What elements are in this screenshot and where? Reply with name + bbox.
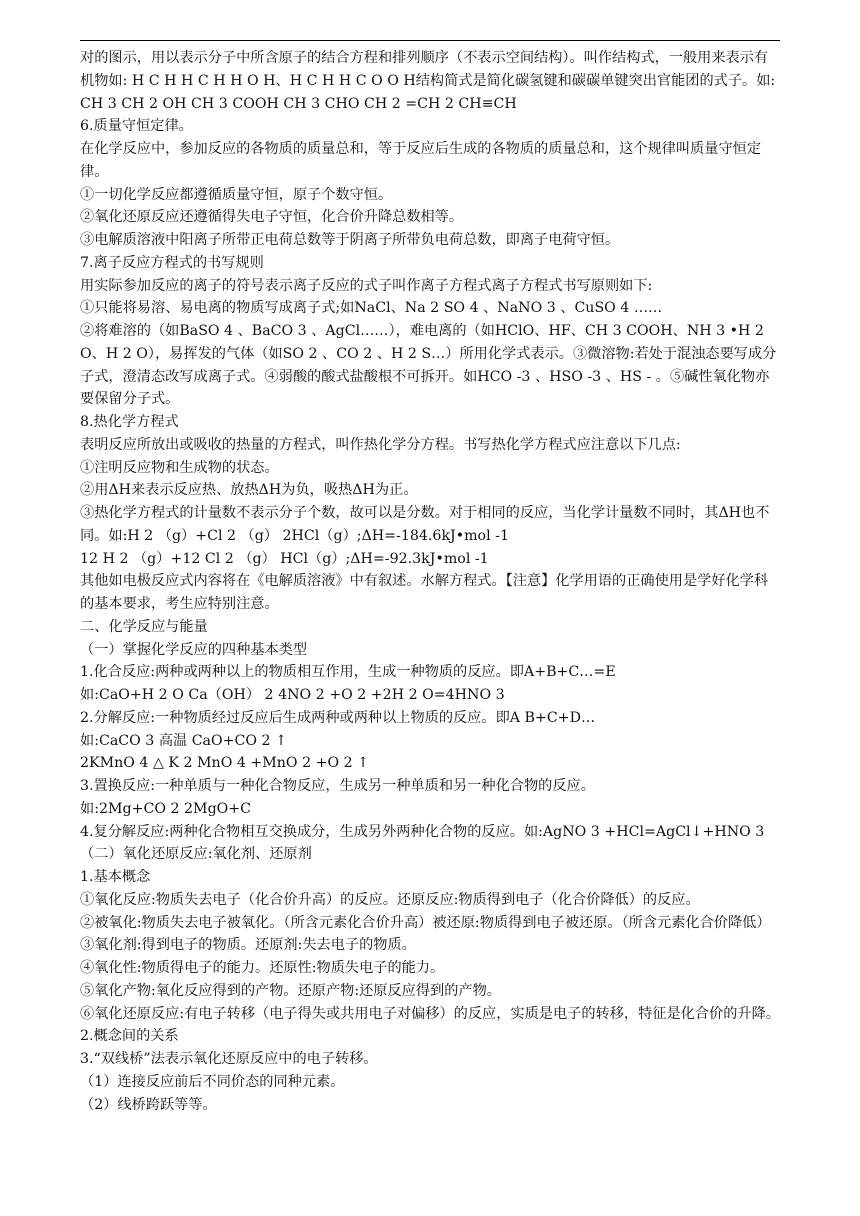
list-item-coefficient-fraction: ③热化学方程式的计量数不表示分子个数，故可以是分数。对于相同的反应，当化学计量数不同时，其ΔH也不同。如:H 2 （g）+Cl 2 （g） 2HCl（g）;ΔH=-184.6kJ•mol -1 (80, 505, 770, 544)
list-item-bridge-span: （2）线桥跨跃等等。 (80, 1096, 217, 1113)
header-rule (80, 40, 780, 41)
list-item-connect-elements: （1）连接反应前后不同价态的同种元素。 (80, 1073, 345, 1090)
subheading-basic-concepts: 1.基本概念 (80, 869, 151, 885)
list-item-redox-essence: ⑥氧化还原反应:有电子转移（电子得失或共用电子对偏移）的反应，实质是电子的转移，特征是化合价的升降。 (80, 1005, 780, 1022)
list-item-double-displacement: 4.复分解反应:两种化合物相互交换成分，生成另外两种化合物的反应。如:AgNO 3 +HCl=AgCl↓+HNO 3 (80, 823, 765, 840)
list-item-combination-reaction: 1.化合反应:两种或两种以上的物质相互作用，生成一种物质的反应。即A+B+C…=E (80, 664, 616, 681)
list-item-electron-conservation: ②氧化还原反应还遵循得失电子守恒，化合价升降总数相等。 (80, 209, 464, 226)
list-item-products: ⑤氧化产物:氧化反应得到的产物。还原产物:还原反应得到的产物。 (80, 982, 501, 999)
structural-formula-paragraph: 对的图示，用以表示分子中所含原子的结合方程和排列顺序（不表示空间结构）。叫作结构式，一般用来表示有机物如: H C H H C H H O H、H C H H C O O H结构简式是简化碳氢键和碳碳单键突出官能团的式子。如:CH 3 CH 2 OH CH 3 COOH CH 3 CHO CH 2 =CH 2 CH≡CH (80, 50, 776, 112)
list-item-delta-h-sign: ②用ΔH来表示反应热、放热ΔH为负，吸热ΔH为正。 (80, 482, 418, 499)
example-decomposition-caco3: 如:CaCO 3 高温 CaO+CO 2 ↑ (80, 732, 287, 749)
subsection-heading-four-types: （一）掌握化学反应的四种基本类型 (80, 641, 308, 658)
list-item-charge-conservation: ③电解质溶液中阳离子所带正电荷总数等于阴离子所带负电荷总数，即离子电荷守恒。 (80, 232, 620, 248)
section-heading-reaction-energy: 二、化学反应与能量 (80, 618, 208, 635)
subheading-concept-relations: 2.概念间的关系 (80, 1028, 179, 1045)
section-heading-ionic-equation-rules: 7.离子反应方程式的书写规则 (80, 254, 264, 271)
paragraph-thermochemical-definition: 表明反应所放出或吸收的热量的方程式，叫作热化学分方程。书写热化学方程式应注意以下几点: (80, 436, 681, 453)
subheading-double-bridge: 3.“双线桥”法表示氧化还原反应中的电子转移。 (80, 1051, 378, 1067)
document-body (80, 47, 780, 1116)
list-item-atom-conservation: ①一切化学反应都遵循质量守恒，原子个数守恒。 (80, 186, 393, 203)
section-heading-thermochemical-equation: 8.热化学方程式 (80, 414, 179, 430)
list-item-oxidant-reductant: ③氧化剂:得到电子的物质。还原剂:失去电子的物质。 (80, 937, 416, 954)
paragraph-mass-conservation-definition: 在化学反应中，参加反应的各物质的质量总和，等于反应后生成的各物质的质量总和，这个规律叫质量守恒定律。 (80, 141, 762, 180)
list-item-state-notation: ①注明反应物和生成物的状态。 (80, 459, 279, 476)
list-item-insoluble-formulas: ②将难溶的（如BaSO 4 、BaCO 3 、AgCl……），难电离的（如HClO、HF、CH 3 COOH、NH 3 •H 2 O、H 2 O），易挥发的气体（如SO 2 、CO 2 、H 2 S…）所用化学式表示。③微溶物:若处于混浊态要写成分子式，澄清态改写成离子式。④弱酸的酸式盐酸根不可拆开。如HCO -3 、HSO -3 、HS - 。⑤碱性氧化物亦要保留分子式。 (80, 323, 777, 408)
example-decomposition-kmno4: 2KMnO 4 △ K 2 MnO 4 +MnO 2 +O 2 ↑ (80, 755, 370, 772)
paragraph-electrode-note: 其他如电极反应式内容将在《电解质溶液》中有叙述。水解方程式。【注意】化学用语的正确使用是学好化学科的基本要求，考生应特别注意。 (80, 573, 769, 612)
equation-line-hcl-half: 12 H 2 （g）+12 Cl 2 （g） HCl（g）;ΔH=-92.3kJ•mol -1 (80, 550, 489, 567)
list-item-oxidizing-ability: ④氧化性:物质得电子的能力。还原性:物质失电子的能力。 (80, 960, 445, 976)
list-item-displacement-reaction: 3.置换反应:一种单质与一种化合物反应，生成另一种单质和另一种化合物的反应。 (80, 778, 595, 794)
paragraph-ionic-equation-definition: 用实际参加反应的离子的符号表示离子反应的式子叫作离子方程式离子方程式书写原则如下: (80, 277, 653, 294)
example-displacement-reaction: 如:2Mg+CO 2 2MgO+C (80, 800, 252, 817)
subsection-heading-redox: （二）氧化还原反应:氧化剂、还原剂 (80, 846, 312, 863)
list-item-decomposition-reaction: 2.分解反应:一种物质经过反应后生成两种或两种以上物质的反应。即A B+C+D… (80, 709, 596, 726)
example-combination-reaction: 如:CaO+H 2 O Ca（OH） 2 4NO 2 +O 2 +2H 2 O=4HNO 3 (80, 687, 505, 703)
list-item-oxidation-reduction: ①氧化反应:物质失去电子（化合价升高）的反应。还原反应:物质得到电子（化合价降低）的反应。 (80, 891, 700, 908)
section-heading-mass-conservation: 6.质量守恒定律。 (80, 118, 193, 135)
list-item-oxidized-reduced: ②被氧化:物质失去电子被氧化。（所含元素化合价升高）被还原:物质得到电子被还原。（所含元素化合价降低） (80, 914, 771, 931)
list-item-soluble-ionic: ①只能将易溶、易电离的物质写成离子式;如NaCl、Na 2 SO 4 、NaNO 3 、CuSO 4 …… (80, 300, 663, 317)
